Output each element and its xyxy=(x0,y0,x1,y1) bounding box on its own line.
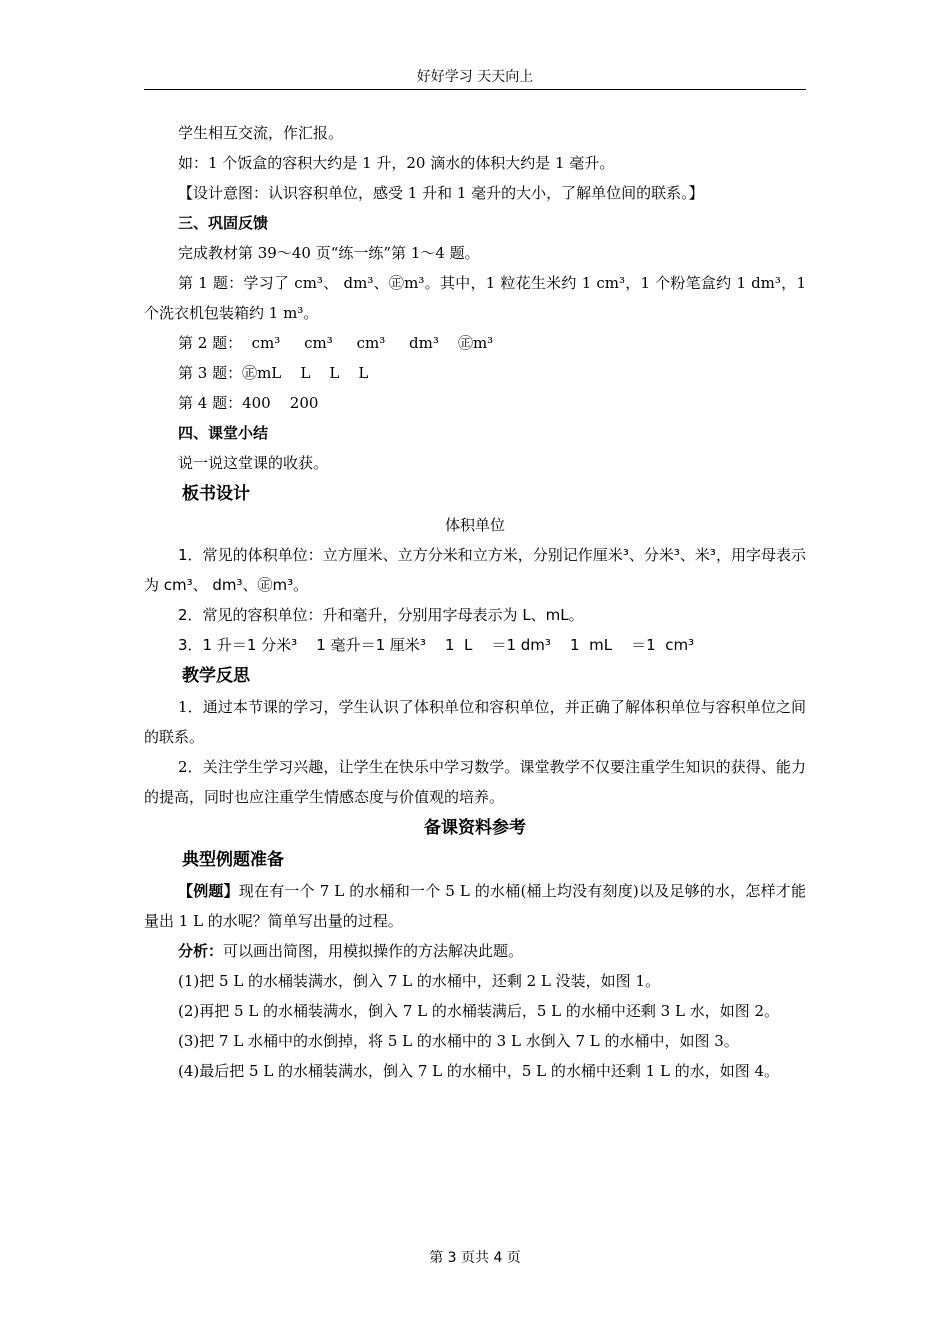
page-header: 好好学习 天天向上 xyxy=(416,69,534,85)
section-heading: 三、巩固反馈 xyxy=(178,214,269,232)
heading-example: 典型例题准备 xyxy=(182,850,284,870)
board-title: 体积单位 xyxy=(444,516,505,534)
example-label: 【例题】 xyxy=(178,882,239,900)
paragraph: 学生相互交流，作汇报。 xyxy=(178,124,344,142)
paragraph: 完成教材第 39～40 页“练一练”第 1～4 题。 xyxy=(178,244,480,262)
page-footer: 第 3 页共 4 页 xyxy=(429,1250,521,1266)
paragraph: 【设计意图：认识容积单位，感受 1 升和 1 毫升的大小，了解单位间的联系。】 xyxy=(178,184,704,202)
paragraph: 第 4 题：400 200 xyxy=(178,394,319,412)
heading-reference: 备课资料参考 xyxy=(424,818,526,838)
step-paragraph: (2)再把 5 L 的水桶装满水，倒入 7 L 的水桶装满后，5 L 的水桶中还剩 3 L 水，如图 2。 xyxy=(178,1002,780,1020)
paragraph: 第 1 题：学习了 cm³、 dm³、㊣m³。其中，1 粒花生米约 1 cm³，1 个粉笔盒约 1 dm³，1 个洗衣机包装箱约 1 m³。 xyxy=(144,274,806,322)
analysis-label: 分析： xyxy=(178,942,224,960)
paragraph: 第 2 题： cm³ cm³ cm³ dm³ ㊣m³ xyxy=(178,334,494,352)
analysis-text: 可以画出简图，用模拟操作的方法解决此题。 xyxy=(223,942,524,960)
example-paragraph xyxy=(144,876,806,936)
heading-board-design: 板书设计 xyxy=(182,484,250,504)
board-item: 2．常见的容积单位：升和毫升，分别用字母表示为 L、mL。 xyxy=(178,606,584,624)
example-text: 现在有一个 7 L 的水桶和一个 5 L 的水桶(桶上均没有刻度)以及足够的水，怎样才能量出 1 L 的水呢？简单写出量的过程。 xyxy=(144,882,806,930)
section-heading: 四、课堂小结 xyxy=(178,424,269,442)
analysis-paragraph xyxy=(144,936,806,966)
paragraph: 如：1 个饭盒的容积大约是 1 升，20 滴水的体积大约是 1 毫升。 xyxy=(178,154,615,172)
document-body xyxy=(144,118,806,1086)
board-item: 1．常见的体积单位：立方厘米、立方分米和立方米，分别记作厘米³、分米³、米³，用字母表示为 cm³、 dm³、㊣m³。 xyxy=(144,546,806,594)
heading-reflection: 教学反思 xyxy=(182,666,250,686)
step-paragraph: (3)把 7 L 水桶中的水倒掉，将 5 L 的水桶中的 3 L 水倒入 7 L 的水桶中，如图 3。 xyxy=(178,1032,739,1050)
paragraph: 第 3 题：㊣mL L L L xyxy=(178,364,369,382)
paragraph: 说一说这堂课的收获。 xyxy=(178,454,329,472)
header-rule xyxy=(144,89,806,90)
board-item: 3．1 升＝1 分米³ 1 毫升＝1 厘米³ 1 L ＝1 dm³ 1 mL ＝1 cm³ xyxy=(178,636,695,654)
paragraph: 1．通过本节课的学习，学生认识了体积单位和容积单位，并正确了解体积单位与容积单位之间的联系。 xyxy=(144,698,806,746)
step-paragraph: (4)最后把 5 L 的水桶装满水，倒入 7 L 的水桶中，5 L 的水桶中还剩 1 L 的水，如图 4。 xyxy=(178,1062,780,1080)
step-paragraph: (1)把 5 L 的水桶装满水，倒入 7 L 的水桶中，还剩 2 L 没装，如图 1。 xyxy=(178,972,660,990)
paragraph: 2．关注学生学习兴趣，让学生在快乐中学习数学。课堂教学不仅要注重学生知识的获得、能力的提高，同时也应注重学生情感态度与价值观的培养。 xyxy=(144,758,806,806)
